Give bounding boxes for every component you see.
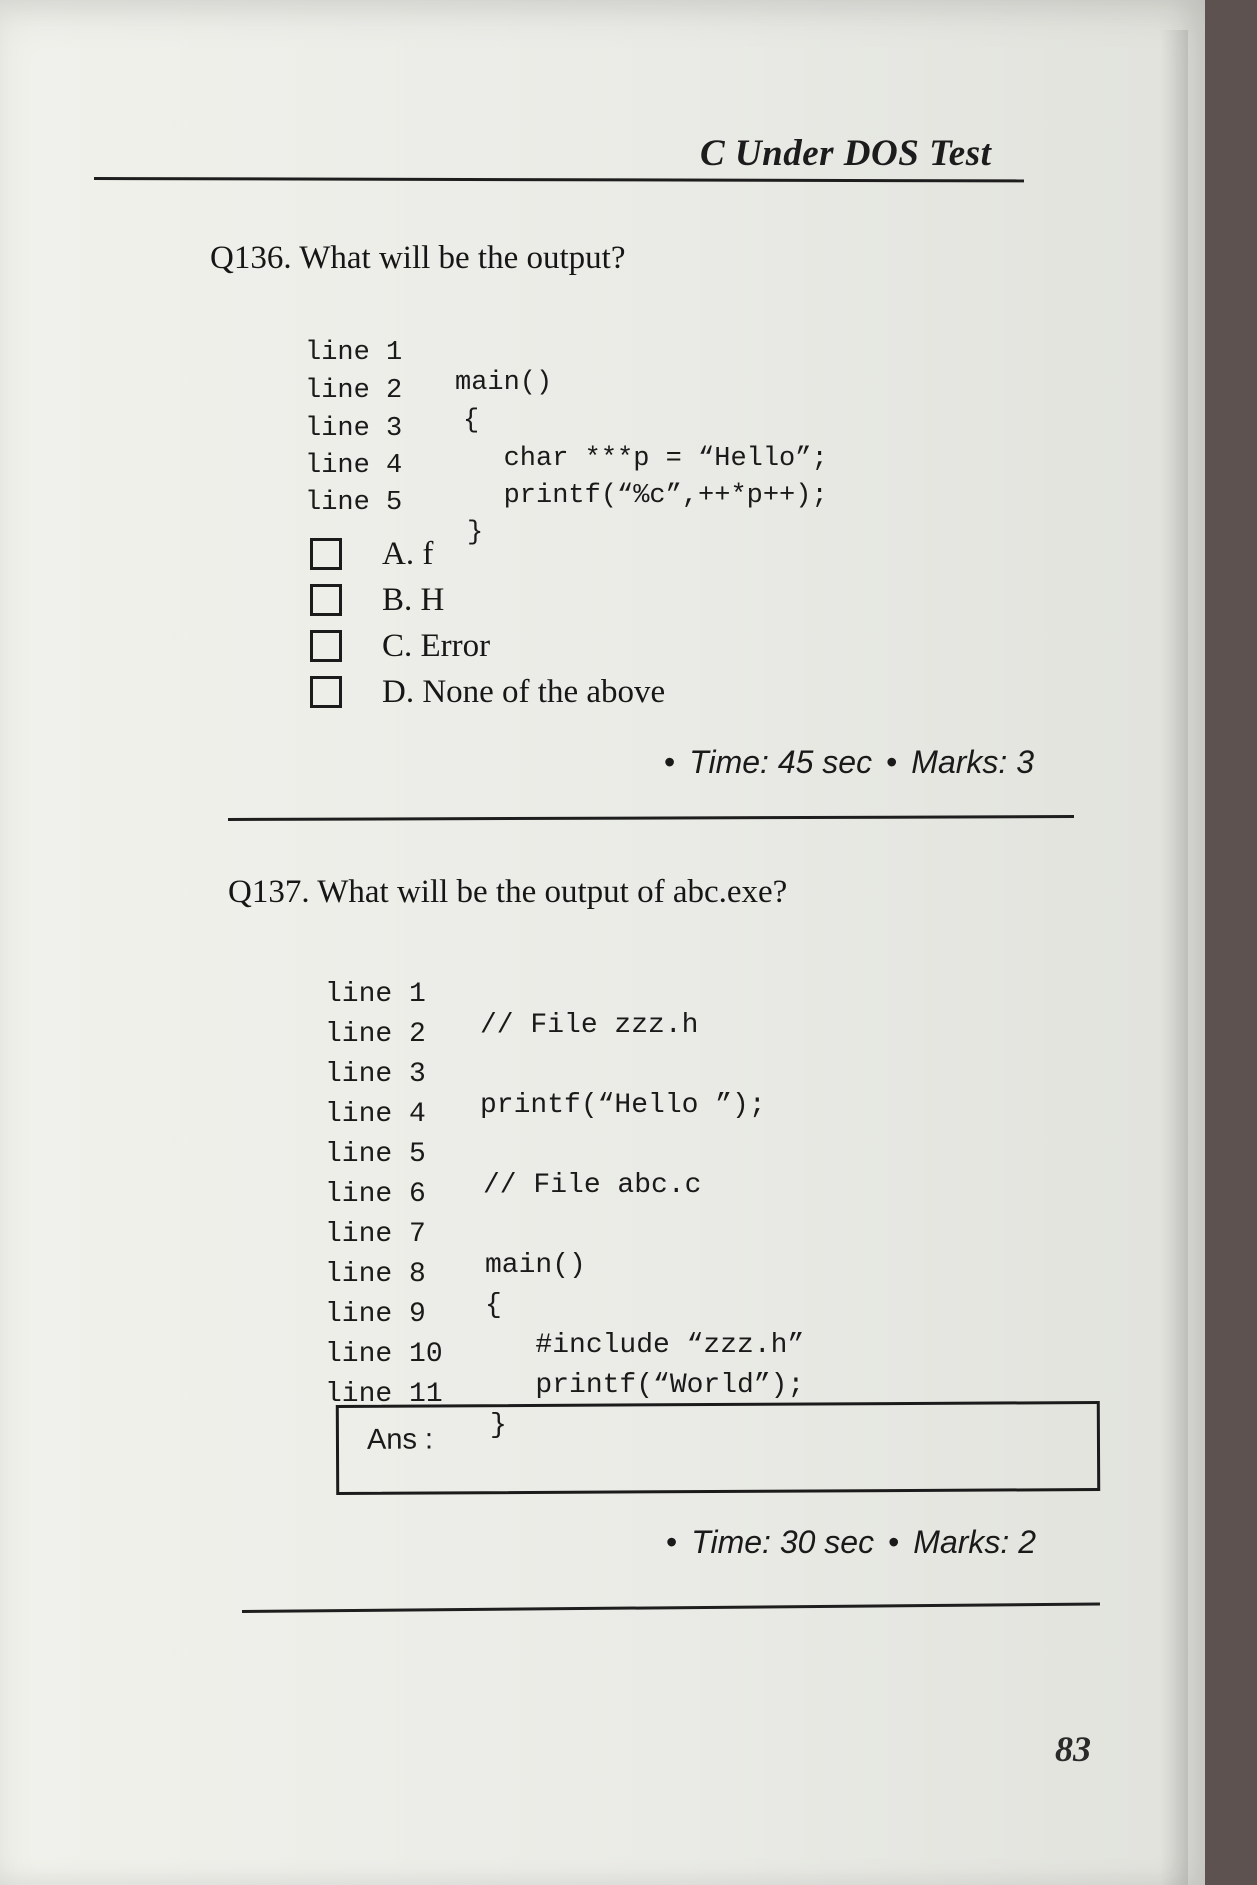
page-number: 83 bbox=[1055, 1729, 1091, 1769]
line-number: line 11 bbox=[325, 1379, 443, 1410]
bullet: • bbox=[888, 1524, 900, 1560]
option-a-label: A. f bbox=[382, 535, 434, 572]
line-number: line 2 bbox=[325, 1019, 426, 1050]
code-text: // File zzz.h bbox=[480, 1010, 699, 1041]
option-c[interactable] bbox=[310, 624, 490, 668]
code-text: printf(“World”); bbox=[485, 1370, 805, 1401]
question-136-rule bbox=[228, 815, 1074, 821]
page-edge-shadow bbox=[1160, 30, 1188, 1885]
bullet: • bbox=[886, 744, 898, 780]
code-text: { bbox=[485, 1290, 502, 1321]
question-137-meta bbox=[652, 1524, 1036, 1561]
code-text: main() bbox=[455, 368, 553, 398]
checkbox-c[interactable] bbox=[310, 630, 342, 662]
question-136-code bbox=[305, 308, 828, 548]
option-d-label: D. None of the above bbox=[382, 673, 666, 710]
bullet: • bbox=[666, 1524, 678, 1560]
line-number: line 10 bbox=[325, 1339, 443, 1370]
checkbox-b[interactable] bbox=[310, 584, 342, 616]
running-title: C Under DOS Test bbox=[700, 133, 992, 174]
option-c-label: C. Error bbox=[382, 627, 491, 664]
line-number: line 3 bbox=[325, 1059, 426, 1090]
checkbox-a[interactable] bbox=[310, 538, 342, 570]
code-text: printf(“%c”,++*p++); bbox=[455, 481, 828, 511]
line-number: line 1 bbox=[325, 979, 426, 1010]
question-136-title: Q136. What will be the output? bbox=[210, 240, 626, 276]
code-text: } bbox=[490, 1410, 507, 1441]
code-text: #include “zzz.h” bbox=[485, 1330, 805, 1361]
answer-box[interactable] bbox=[336, 1401, 1100, 1495]
line-number: line 7 bbox=[325, 1219, 426, 1250]
bullet: • bbox=[664, 744, 676, 780]
header-rule bbox=[94, 177, 1024, 182]
line-number: line 1 bbox=[305, 338, 403, 368]
code-text: } bbox=[467, 518, 484, 548]
marks-text: Marks: 2 bbox=[913, 1524, 1036, 1560]
line-number: line 6 bbox=[325, 1179, 426, 1210]
time-text: Time: 30 sec bbox=[691, 1524, 875, 1560]
line-number: line 9 bbox=[325, 1299, 426, 1330]
checkbox-d[interactable] bbox=[310, 676, 342, 708]
code-text: // File abc.c bbox=[483, 1170, 702, 1201]
option-b-label: B. H bbox=[382, 581, 445, 618]
code-text: main() bbox=[485, 1250, 586, 1281]
answer-label: Ans : bbox=[366, 1423, 434, 1456]
line-number: line 5 bbox=[325, 1139, 426, 1170]
marks-text: Marks: 3 bbox=[911, 744, 1034, 780]
option-b[interactable] bbox=[310, 578, 444, 622]
option-d[interactable] bbox=[310, 670, 665, 714]
line-number: line 4 bbox=[325, 1099, 426, 1130]
line-number: line 5 bbox=[305, 488, 403, 518]
line-number: line 3 bbox=[305, 414, 403, 444]
code-text: char ***p = “Hello”; bbox=[455, 444, 828, 474]
code-text: { bbox=[463, 406, 480, 436]
code-text: printf(“Hello ”); bbox=[480, 1090, 766, 1121]
line-number: line 4 bbox=[305, 451, 403, 481]
line-number: line 2 bbox=[305, 376, 403, 406]
time-text: Time: 45 sec bbox=[689, 744, 873, 780]
line-number: line 8 bbox=[325, 1259, 426, 1290]
question-136-meta bbox=[650, 744, 1034, 781]
question-137-title: Q137. What will be the output of abc.exe? bbox=[228, 874, 788, 910]
option-a[interactable] bbox=[310, 532, 433, 576]
question-137-rule bbox=[242, 1603, 1100, 1613]
